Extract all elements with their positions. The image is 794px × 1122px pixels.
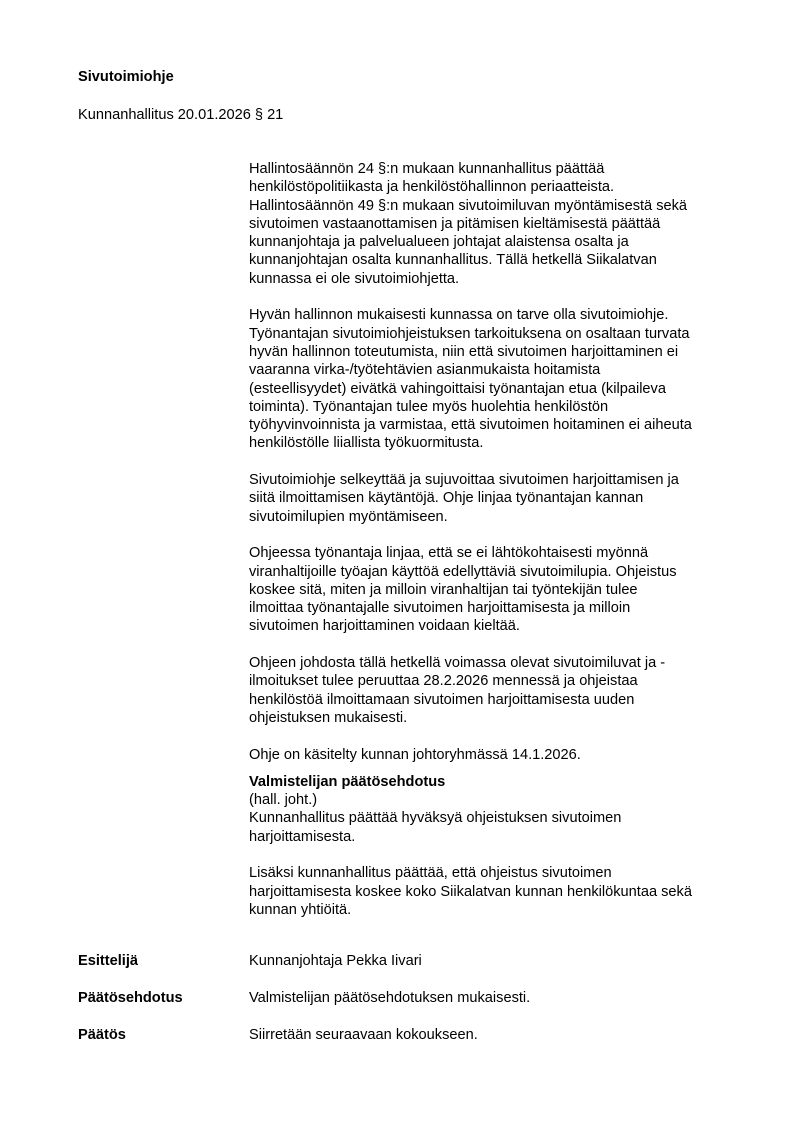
document-body	[249, 160, 744, 937]
paragraph-policy: Ohjeessa työnantaja linjaa, että se ei lähtökohtaisesti myönnä viranhaltijoille työajan käyttöä edellyttäviä sivutoimilupia. Ohjeistus koskee sitä, miten ja milloin viranhaltijan tai työntekijän tulee ilmoittaa työnantajalle sivutoimen harjoittamisesta ja milloin sivutoimen harjoittaminen voidaan kieltää.	[249, 545, 677, 635]
field-value: Valmistelijan päätösehdotuksen mukaisesti.	[249, 990, 531, 1006]
paragraph-clarification: Sivutoimiohje selkeyttää ja sujuvoittaa sivutoimen harjoittamisen ja siitä ilmoittamisen käytäntöjä. Ohje linjaa työnantajan kannan sivutoimilupien myöntämiseen.	[249, 472, 679, 525]
proposal-text-approve: Kunnanhallitus päättää hyväksyä ohjeistuksen sivutoimen harjoittamisesta.	[249, 810, 622, 845]
meeting-reference: Kunnanhallitus 20.01.2026 § 21	[78, 107, 284, 123]
proposal-heading: Valmistelijan päätösehdotus	[249, 773, 446, 790]
paragraph-revocation: Ohjeen johdosta tällä hetkellä voimassa olevat sivutoimiluvat ja - ilmoitukset tulee peruuttaa 28.2.2026 mennessä ja ohjeistaa henkilöstöä ilmoittamaan sivutoimen harjoittamisesta uuden ohjeistuksen mukaisesti.	[249, 655, 666, 726]
proposal-text-scope: Lisäksi kunnanhallitus päättää, että ohjeistus sivutoimen harjoittamisesta koskee koko Siikalatvan kunnan henkilökuntaa sekä kunnan yhtiöitä.	[249, 865, 692, 918]
document-title: Sivutoimiohje	[78, 69, 174, 85]
field-value: Siirretään seuraavaan kokoukseen.	[249, 1027, 478, 1043]
paragraph-background: Hallintosäännön 24 §:n mukaan kunnanhallitus päättää henkilöstöpolitiikasta ja henkilöstöhallinnon periaatteista. Hallintosäännön 49 §:n mukaan sivutoimiluvan myöntämisestä sekä sivutoimen vastaanottamisen ja pitämisen kieltämisestä päättää kunnanjohtaja ja palvelualueen johtajat alaistensa osalta ja kunnanjohtajan osalta kunnanhallitus. Tällä hetkellä Siikalatvan kunnassa ei ole sivutoimiohjetta.	[249, 161, 688, 287]
field-label: Päätös	[78, 1027, 126, 1043]
field-label: Päätösehdotus	[78, 990, 183, 1006]
field-value: Kunnanjohtaja Pekka Iivari	[249, 953, 422, 969]
field-label: Esittelijä	[78, 953, 139, 969]
paragraph-review: Ohje on käsitelty kunnan johtoryhmässä 14.1.2026.	[249, 746, 581, 763]
paragraph-purpose: Hyvän hallinnon mukaisesti kunnassa on tarve olla sivutoimiohje. Työnantajan sivutoimiohjeistuksen tarkoituksena on osaltaan turvata hyvän hallinnon toteutumista, niin että sivutoimen harjoittaminen ei vaaranna virka-/työtehtävien asianmukaista hoitamista (esteellisyydet) eivätkä vahingoittaisi työnantajan etua (kilpaileva toiminta). Työnantajan tulee myös huolehtia henkilöstön työhyvinvoinnista ja varmistaa, että sivutoimen hoitaminen ei aiheuta henkilöstölle liiallista työkuormitusta.	[249, 307, 692, 452]
proposal-author: (hall. joht.)	[249, 792, 318, 809]
